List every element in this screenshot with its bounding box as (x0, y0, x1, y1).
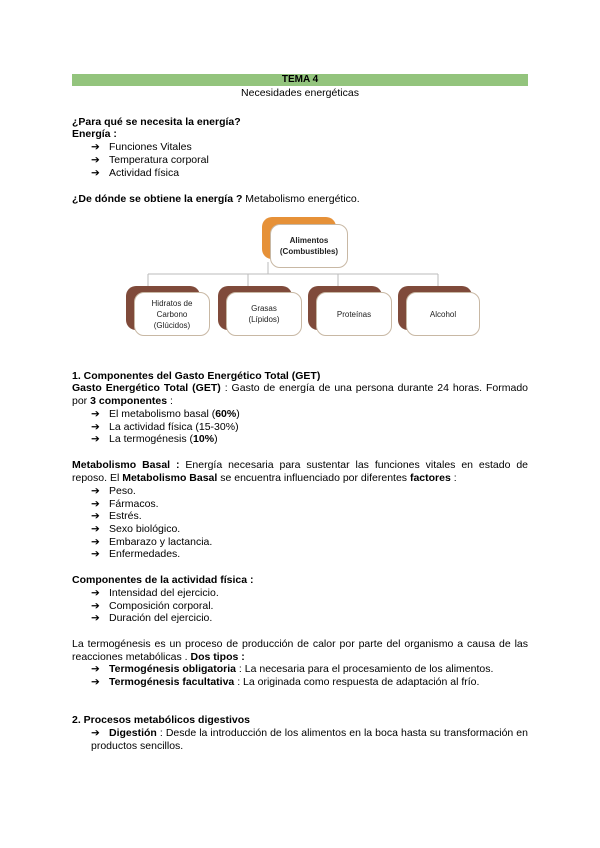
list-item: ➔ La actividad física (15-30%) (91, 421, 239, 433)
list-item: ➔ Intensidad del ejercicio. (91, 587, 219, 599)
arrow-icon: ➔ (91, 600, 100, 612)
section-2-heading: 2. Procesos metabólicos digestivos (72, 714, 250, 726)
list-item: ➔ Temperatura corporal (91, 154, 209, 166)
child-node: Hidratos de Carbono (Glúcidos) (134, 292, 210, 336)
list-item: ➔ Actividad física (91, 167, 180, 179)
section-1-heading: 1. Componentes del Gasto Energético Total (GET) (72, 370, 321, 382)
termo-paragraph: La termogénesis es un proceso de producción de calor por parte del organismo a causa de las reacciones metabólicas . Dos tipos : (72, 638, 528, 663)
arrow-icon: ➔ (91, 485, 100, 497)
energy-question: ¿Para qué se necesita la energía? (72, 116, 241, 128)
child-node: Grasas (Lípidos) (226, 292, 302, 336)
energy-diagram (120, 212, 480, 338)
list-item: ➔ Termogénesis facultativa : La originada como respuesta de adaptación al frío. (91, 676, 480, 688)
list-item: ➔ El metabolismo basal (60%) (91, 408, 240, 420)
list-item: ➔ Duración del ejercicio. (91, 612, 213, 624)
arrow-icon: ➔ (91, 141, 100, 153)
list-item: ➔ Estrés. (91, 510, 142, 522)
list-item: ➔ Funciones Vitales (91, 141, 192, 153)
source-line: ¿De dónde se obtiene la energía ? Metabolismo energético. (72, 193, 360, 205)
arrow-icon: ➔ (91, 536, 100, 548)
list-item: ➔ La termogénesis (10%) (91, 433, 218, 445)
arrow-icon: ➔ (91, 727, 100, 739)
get-paragraph: Gasto Energético Total (GET) : Gasto de energía de una persona durante 24 horas. Formado por 3 componentes : (72, 382, 529, 407)
page-subtitle: Necesidades energéticas (241, 87, 359, 99)
arrow-icon: ➔ (91, 498, 100, 510)
arrow-icon: ➔ (91, 587, 100, 599)
arrow-icon: ➔ (91, 676, 100, 688)
arrow-icon: ➔ (91, 433, 100, 445)
arrow-icon: ➔ (91, 167, 100, 179)
arrow-icon: ➔ (91, 612, 100, 624)
mb-paragraph: Metabolismo Basal : Energía necesaria para sustentar las funciones vitales en estado de reposo. El Metabolismo Basal se encuentra influenciado por diferentes factores : (72, 459, 529, 484)
list-item: ➔ Digestión : Desde la introducción de los alimentos en la boca hasta su transformación en productos sencillos. (91, 727, 528, 752)
list-item: ➔ Fármacos. (91, 498, 159, 510)
list-item: ➔ Termogénesis obligatoria : La necesaria para el procesamiento de los alimentos. (91, 663, 494, 675)
arrow-icon: ➔ (91, 523, 100, 535)
arrow-icon: ➔ (91, 663, 100, 675)
child-node: Proteínas (316, 292, 392, 336)
list-item: ➔ Composición corporal. (91, 600, 214, 612)
arrow-icon: ➔ (91, 408, 100, 420)
arrow-icon: ➔ (91, 421, 100, 433)
root-node: Alimentos (Combustibles) (270, 224, 348, 268)
page-title: TEMA 4 (281, 74, 319, 85)
list-item: ➔ Peso. (91, 485, 136, 497)
list-item: ➔ Embarazo y lactancia. (91, 536, 213, 548)
arrow-icon: ➔ (91, 510, 100, 522)
energy-label: Energía : (72, 128, 117, 140)
arrow-icon: ➔ (91, 154, 100, 166)
child-node: Alcohol (406, 292, 480, 336)
arrow-icon: ➔ (91, 548, 100, 560)
list-item: ➔ Sexo biológico. (91, 523, 181, 535)
af-heading: Componentes de la actividad física : (72, 574, 254, 586)
list-item: ➔ Enfermedades. (91, 548, 181, 560)
